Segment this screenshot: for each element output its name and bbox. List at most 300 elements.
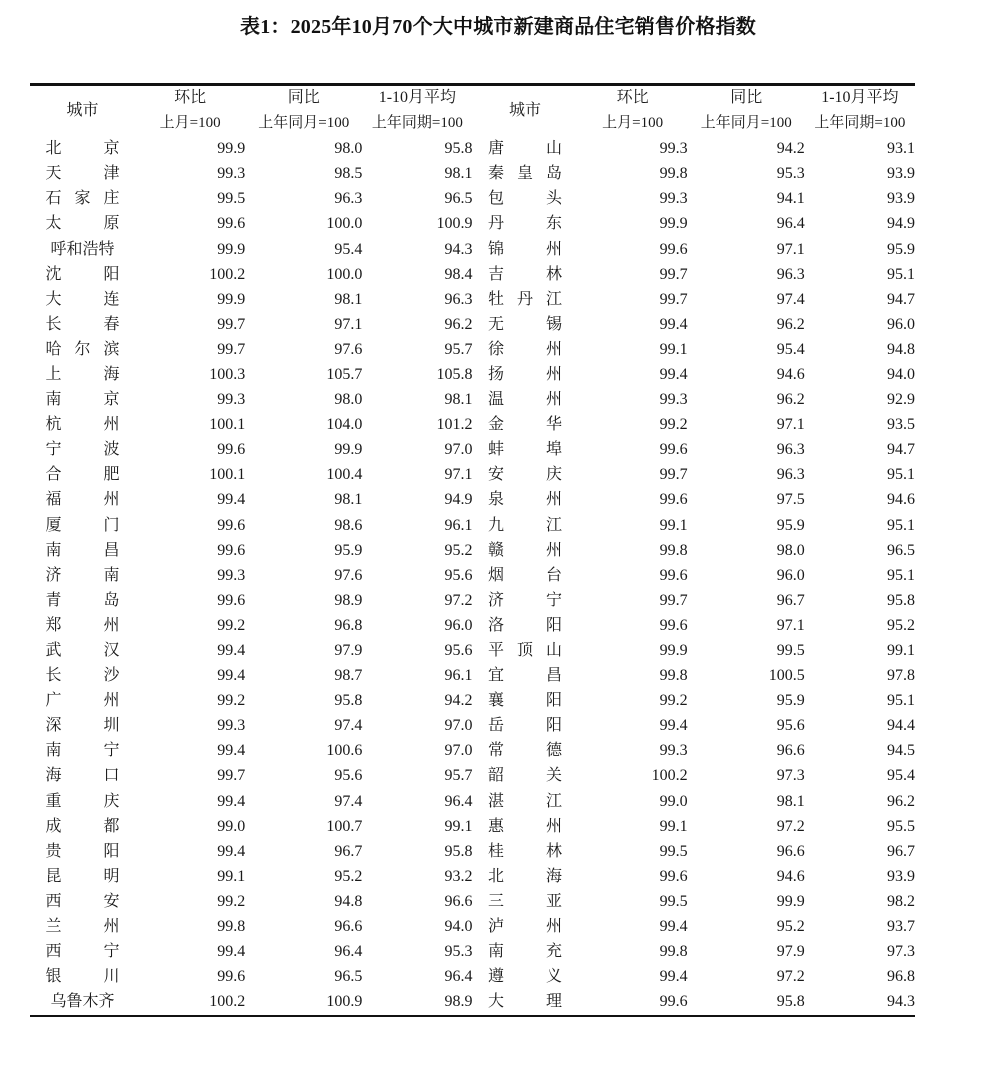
cell-avg-left: 96.1 — [444, 667, 473, 685]
cell-mom-left: 99.4 — [217, 792, 246, 810]
cell-yoy-left: 97.9 — [334, 642, 363, 660]
city-name: 长春 — [45, 315, 120, 333]
city-name: 包头 — [488, 190, 562, 208]
city-name: 洛阳 — [488, 616, 562, 634]
cell-city-left — [30, 764, 135, 789]
cell-mom-left: 99.7 — [217, 340, 246, 358]
cell-avg-right: 95.1 — [887, 566, 915, 584]
cell-mom-right: 100.2 — [651, 767, 688, 785]
cell-avg-right: 94.3 — [887, 993, 915, 1011]
cell-avg-left: 97.0 — [444, 441, 473, 459]
cell-yoy-left: 100.0 — [326, 215, 363, 233]
cell-city-left — [30, 413, 135, 438]
table-row — [30, 940, 915, 965]
cell-mom-right: 99.3 — [659, 190, 688, 208]
city-name: 西宁 — [45, 943, 120, 961]
city-name: 南昌 — [45, 541, 120, 559]
table-row — [30, 362, 915, 387]
city-name: 海口 — [45, 767, 120, 785]
table-row — [30, 187, 915, 212]
table-body — [30, 137, 915, 1015]
cell-mom-right: 99.7 — [659, 466, 688, 484]
table-row — [30, 814, 915, 839]
cell-city-left — [30, 237, 135, 262]
header-avg-base-left: 上年同期=100 — [371, 115, 463, 132]
cell-yoy-right: 96.4 — [776, 215, 805, 233]
table-row — [30, 613, 915, 638]
cell-yoy-right: 94.6 — [776, 867, 805, 885]
cell-city-left — [30, 839, 135, 864]
cell-avg-left: 96.0 — [444, 616, 473, 634]
cell-avg-right: 94.7 — [887, 441, 915, 459]
cell-city-right — [472, 814, 577, 839]
table-row — [30, 739, 915, 764]
cell-avg-left: 94.2 — [444, 692, 473, 710]
city-name: 泉州 — [488, 491, 562, 509]
cell-city-left — [30, 940, 135, 965]
cell-city-right — [472, 613, 577, 638]
city-name: 襄阳 — [488, 692, 562, 710]
cell-mom-left: 99.4 — [217, 491, 246, 509]
cell-city-left — [30, 814, 135, 839]
table-row — [30, 965, 915, 990]
table-row — [30, 513, 915, 538]
cell-avg-left: 96.4 — [444, 968, 473, 986]
cell-yoy-right: 95.2 — [776, 918, 805, 936]
city-name: 温州 — [488, 391, 562, 409]
cell-mom-left: 100.1 — [209, 466, 246, 484]
cell-mom-left: 99.3 — [217, 566, 246, 584]
cell-yoy-left: 98.5 — [334, 165, 363, 183]
cell-yoy-right: 96.3 — [776, 265, 805, 283]
table-row — [30, 839, 915, 864]
cell-avg-right: 95.1 — [887, 692, 915, 710]
cell-avg-right: 95.9 — [887, 240, 915, 258]
cell-avg-left: 94.0 — [444, 918, 473, 936]
header-yoy-left: 同比 — [287, 89, 320, 107]
cell-mom-right: 99.6 — [659, 240, 688, 258]
table-row — [30, 137, 915, 162]
cell-avg-right: 95.1 — [887, 466, 915, 484]
city-name: 贵阳 — [45, 842, 120, 860]
city-name: 广州 — [45, 692, 120, 710]
table-row — [30, 287, 915, 312]
cell-mom-left: 99.6 — [217, 516, 246, 534]
city-name: 锦州 — [488, 240, 562, 258]
city-name: 丹东 — [488, 215, 562, 233]
cell-mom-left: 99.4 — [217, 943, 246, 961]
city-name: 吉林 — [488, 265, 562, 283]
cell-mom-left: 99.4 — [217, 667, 246, 685]
cell-avg-left: 96.1 — [444, 516, 473, 534]
cell-yoy-right: 96.2 — [776, 391, 805, 409]
city-name: 上海 — [45, 365, 120, 383]
cell-mom-left: 99.4 — [217, 642, 246, 660]
header-mom-base-right: 上月=100 — [602, 115, 664, 132]
cell-mom-right: 99.6 — [659, 441, 688, 459]
city-name: 昆明 — [45, 867, 120, 885]
cell-city-right — [472, 362, 577, 387]
cell-avg-right: 96.8 — [887, 968, 915, 986]
city-name: 重庆 — [45, 792, 120, 810]
cell-city-right — [472, 864, 577, 889]
cell-avg-left: 94.9 — [444, 491, 473, 509]
table-row — [30, 388, 915, 413]
cell-mom-right: 99.9 — [659, 642, 688, 660]
cell-mom-right: 99.8 — [659, 541, 688, 559]
cell-city-left — [30, 638, 135, 663]
city-name: 沈阳 — [45, 265, 120, 283]
cell-city-left — [30, 915, 135, 940]
cell-mom-right: 99.0 — [659, 792, 688, 810]
cell-city-right — [472, 212, 577, 237]
cell-yoy-right: 94.2 — [776, 140, 805, 158]
cell-mom-right: 99.4 — [659, 315, 688, 333]
cell-avg-left: 96.5 — [444, 190, 473, 208]
cell-mom-left: 99.6 — [217, 968, 246, 986]
city-name: 哈尔滨 — [45, 340, 120, 358]
cell-avg-right: 96.0 — [887, 315, 915, 333]
cell-mom-left: 100.3 — [209, 365, 246, 383]
cell-city-right — [472, 789, 577, 814]
city-name: 银川 — [45, 968, 120, 986]
cell-avg-left: 95.3 — [444, 943, 473, 961]
table-row — [30, 337, 915, 362]
cell-mom-right: 99.6 — [659, 867, 688, 885]
cell-avg-left: 98.1 — [444, 391, 473, 409]
cell-city-right — [472, 940, 577, 965]
cell-mom-left: 100.1 — [209, 416, 246, 434]
city-name: 呼和浩特 — [50, 240, 115, 258]
cell-avg-left: 95.6 — [444, 566, 473, 584]
cell-avg-right: 93.7 — [887, 918, 915, 936]
cell-city-left — [30, 187, 135, 212]
header-city-right: 城市 — [509, 102, 542, 120]
cell-avg-right: 95.1 — [887, 516, 915, 534]
cell-city-left — [30, 312, 135, 337]
cell-avg-right: 96.2 — [887, 792, 915, 810]
cell-city-left — [30, 588, 135, 613]
table-row — [30, 689, 915, 714]
table-header — [30, 86, 915, 137]
table-row — [30, 664, 915, 689]
cell-mom-right: 99.2 — [659, 692, 688, 710]
cell-avg-right: 93.5 — [887, 416, 915, 434]
cell-avg-right: 97.3 — [887, 943, 915, 961]
cell-mom-left: 99.4 — [217, 742, 246, 760]
price-index-table-container — [30, 83, 915, 1017]
cell-city-left — [30, 137, 135, 162]
cell-city-right — [472, 262, 577, 287]
cell-mom-right: 99.3 — [659, 391, 688, 409]
cell-yoy-left: 100.9 — [326, 993, 363, 1011]
cell-city-right — [472, 965, 577, 990]
city-name: 宜昌 — [488, 667, 562, 685]
cell-mom-right: 99.6 — [659, 491, 688, 509]
header-avg-left: 1-10月平均 — [378, 89, 457, 107]
cell-yoy-left: 98.0 — [334, 140, 363, 158]
city-name: 南宁 — [45, 742, 120, 760]
cell-city-right — [472, 563, 577, 588]
header-avg-base-right: 上年同期=100 — [814, 115, 906, 132]
cell-city-right — [472, 413, 577, 438]
cell-city-left — [30, 789, 135, 814]
cell-yoy-left: 96.4 — [334, 943, 363, 961]
cell-yoy-left: 97.6 — [334, 340, 363, 358]
cell-city-right — [472, 714, 577, 739]
cell-avg-right: 93.9 — [887, 867, 915, 885]
table-row — [30, 990, 915, 1015]
cell-city-right — [472, 137, 577, 162]
cell-avg-right: 93.1 — [887, 140, 915, 158]
city-name: 唐山 — [488, 140, 562, 158]
city-name: 北海 — [488, 867, 562, 885]
cell-mom-right: 99.8 — [659, 667, 688, 685]
table-row — [30, 789, 915, 814]
cell-avg-left: 95.7 — [444, 340, 473, 358]
cell-city-left — [30, 388, 135, 413]
cell-mom-right: 99.4 — [659, 968, 688, 986]
city-name: 遵义 — [488, 968, 562, 986]
table-row — [30, 488, 915, 513]
city-name: 天津 — [45, 165, 120, 183]
cell-yoy-right: 95.9 — [776, 692, 805, 710]
header-mom-base-left: 上月=100 — [159, 115, 221, 132]
cell-yoy-left: 98.1 — [334, 290, 363, 308]
cell-city-right — [472, 689, 577, 714]
cell-city-right — [472, 739, 577, 764]
cell-mom-left: 99.6 — [217, 591, 246, 609]
cell-avg-left: 97.1 — [444, 466, 473, 484]
price-index-table — [30, 86, 915, 1015]
cell-city-left — [30, 664, 135, 689]
cell-city-right — [472, 337, 577, 362]
city-name: 济南 — [45, 566, 120, 584]
cell-yoy-right: 95.4 — [776, 340, 805, 358]
cell-city-right — [472, 764, 577, 789]
cell-avg-right: 96.5 — [887, 541, 915, 559]
cell-mom-left: 99.2 — [217, 892, 246, 910]
cell-avg-right: 94.8 — [887, 340, 915, 358]
cell-mom-left: 99.2 — [217, 616, 246, 634]
cell-avg-left: 105.8 — [436, 365, 473, 383]
cell-yoy-left: 95.8 — [334, 692, 363, 710]
cell-city-right — [472, 915, 577, 940]
cell-avg-right: 95.8 — [887, 591, 915, 609]
cell-yoy-left: 97.4 — [334, 792, 363, 810]
cell-mom-left: 99.3 — [217, 391, 246, 409]
cell-mom-right: 99.6 — [659, 566, 688, 584]
cell-city-right — [472, 889, 577, 914]
cell-mom-right: 99.2 — [659, 416, 688, 434]
header-mom-left: 环比 — [174, 89, 207, 107]
cell-yoy-left: 95.9 — [334, 541, 363, 559]
cell-mom-right: 99.1 — [659, 340, 688, 358]
cell-mom-right: 99.5 — [659, 842, 688, 860]
city-name: 西安 — [45, 892, 120, 910]
city-name: 武汉 — [45, 642, 120, 660]
cell-mom-right: 99.7 — [659, 290, 688, 308]
table-row — [30, 915, 915, 940]
cell-city-left — [30, 864, 135, 889]
cell-yoy-left: 98.0 — [334, 391, 363, 409]
table-row — [30, 714, 915, 739]
cell-mom-left: 99.0 — [217, 817, 246, 835]
cell-yoy-left: 95.6 — [334, 767, 363, 785]
cell-mom-left: 99.7 — [217, 767, 246, 785]
cell-city-right — [472, 664, 577, 689]
cell-avg-left: 98.1 — [444, 165, 473, 183]
cell-city-left — [30, 463, 135, 488]
cell-yoy-right: 97.4 — [776, 290, 805, 308]
cell-yoy-left: 99.9 — [334, 441, 363, 459]
table-row — [30, 864, 915, 889]
cell-avg-left: 97.0 — [444, 742, 473, 760]
cell-city-left — [30, 689, 135, 714]
city-name: 九江 — [488, 516, 562, 534]
cell-avg-right: 94.7 — [887, 290, 915, 308]
cell-city-left — [30, 287, 135, 312]
cell-yoy-right: 97.1 — [776, 416, 805, 434]
cell-mom-right: 99.5 — [659, 892, 688, 910]
cell-city-left — [30, 337, 135, 362]
header-yoy-base-left: 上年同月=100 — [258, 115, 350, 132]
city-name: 济宁 — [488, 591, 562, 609]
cell-city-left — [30, 162, 135, 187]
city-name: 无锡 — [488, 315, 562, 333]
cell-mom-right: 99.6 — [659, 993, 688, 1011]
table-row — [30, 262, 915, 287]
cell-yoy-right: 97.5 — [776, 491, 805, 509]
table-row — [30, 563, 915, 588]
page-title: 表1：2025年10月70个大中城市新建商品住宅销售价格指数 — [240, 16, 756, 38]
cell-yoy-right: 97.3 — [776, 767, 805, 785]
cell-yoy-right: 95.3 — [776, 165, 805, 183]
cell-mom-left: 100.2 — [209, 265, 246, 283]
cell-mom-right: 99.8 — [659, 943, 688, 961]
cell-city-right — [472, 463, 577, 488]
cell-city-left — [30, 889, 135, 914]
cell-yoy-left: 98.1 — [334, 491, 363, 509]
city-name: 三亚 — [488, 892, 562, 910]
cell-yoy-right: 97.9 — [776, 943, 805, 961]
cell-yoy-left: 96.6 — [334, 918, 363, 936]
city-name: 郑州 — [45, 616, 120, 634]
cell-yoy-left: 100.0 — [326, 265, 363, 283]
cell-yoy-right: 94.1 — [776, 190, 805, 208]
cell-avg-left: 98.9 — [444, 993, 473, 1011]
city-name: 太原 — [45, 215, 120, 233]
cell-avg-left: 95.8 — [444, 842, 473, 860]
cell-avg-left: 101.2 — [436, 416, 473, 434]
cell-city-left — [30, 438, 135, 463]
cell-mom-left: 99.9 — [217, 140, 246, 158]
city-name: 南京 — [45, 391, 120, 409]
cell-yoy-left: 104.0 — [326, 416, 363, 434]
city-name: 宁波 — [45, 441, 120, 459]
cell-yoy-right: 96.6 — [776, 842, 805, 860]
table-row — [30, 413, 915, 438]
city-name: 深圳 — [45, 717, 120, 735]
city-name: 徐州 — [488, 340, 562, 358]
cell-yoy-left: 100.6 — [326, 742, 363, 760]
cell-avg-left: 96.4 — [444, 792, 473, 810]
cell-city-right — [472, 237, 577, 262]
cell-city-left — [30, 739, 135, 764]
cell-mom-left: 99.6 — [217, 215, 246, 233]
cell-yoy-right: 94.6 — [776, 365, 805, 383]
cell-yoy-right: 98.0 — [776, 541, 805, 559]
cell-mom-right: 99.4 — [659, 918, 688, 936]
cell-avg-left: 95.7 — [444, 767, 473, 785]
cell-yoy-right: 95.6 — [776, 717, 805, 735]
cell-mom-left: 100.2 — [209, 993, 246, 1011]
city-name: 湛江 — [488, 792, 562, 810]
header-city-left: 城市 — [66, 102, 99, 120]
cell-mom-left: 99.2 — [217, 692, 246, 710]
header-mom-right: 环比 — [616, 89, 649, 107]
cell-yoy-right: 99.9 — [776, 892, 805, 910]
city-name: 乌鲁木齐 — [50, 993, 115, 1011]
table-row — [30, 764, 915, 789]
cell-city-right — [472, 839, 577, 864]
cell-yoy-right: 100.5 — [768, 667, 805, 685]
table-row — [30, 463, 915, 488]
city-name: 兰州 — [45, 918, 120, 936]
cell-city-right — [472, 162, 577, 187]
cell-yoy-right: 97.2 — [776, 968, 805, 986]
cell-yoy-left: 97.4 — [334, 717, 363, 735]
city-name: 桂林 — [488, 842, 562, 860]
cell-yoy-right: 97.1 — [776, 240, 805, 258]
city-name: 青岛 — [45, 591, 120, 609]
cell-city-right — [472, 488, 577, 513]
city-name: 石家庄 — [45, 190, 120, 208]
cell-yoy-left: 98.7 — [334, 667, 363, 685]
cell-yoy-left: 95.4 — [334, 240, 363, 258]
cell-avg-left: 97.0 — [444, 717, 473, 735]
cell-mom-left: 99.9 — [217, 240, 246, 258]
cell-city-left — [30, 714, 135, 739]
cell-mom-left: 99.4 — [217, 842, 246, 860]
cell-avg-right: 95.2 — [887, 616, 915, 634]
city-name: 常德 — [488, 742, 562, 760]
cell-yoy-left: 100.4 — [326, 466, 363, 484]
cell-yoy-left: 97.6 — [334, 566, 363, 584]
cell-mom-right: 99.1 — [659, 516, 688, 534]
city-name: 烟台 — [488, 566, 562, 584]
cell-mom-right: 99.8 — [659, 165, 688, 183]
city-name: 岳阳 — [488, 717, 562, 735]
header-row-group — [30, 86, 915, 111]
cell-mom-left: 99.7 — [217, 315, 246, 333]
cell-avg-left: 97.2 — [444, 591, 473, 609]
city-name: 杭州 — [45, 416, 120, 434]
cell-city-right — [472, 388, 577, 413]
cell-avg-left: 95.2 — [444, 541, 473, 559]
cell-avg-right: 94.4 — [887, 717, 915, 735]
cell-avg-left: 96.3 — [444, 290, 473, 308]
cell-city-right — [472, 438, 577, 463]
header-yoy-right: 同比 — [730, 89, 763, 107]
city-name: 金华 — [488, 416, 562, 434]
cell-mom-left: 99.6 — [217, 541, 246, 559]
cell-city-right — [472, 638, 577, 663]
cell-yoy-right: 98.1 — [776, 792, 805, 810]
cell-mom-left: 99.1 — [217, 867, 246, 885]
table-row — [30, 889, 915, 914]
cell-yoy-right: 96.6 — [776, 742, 805, 760]
